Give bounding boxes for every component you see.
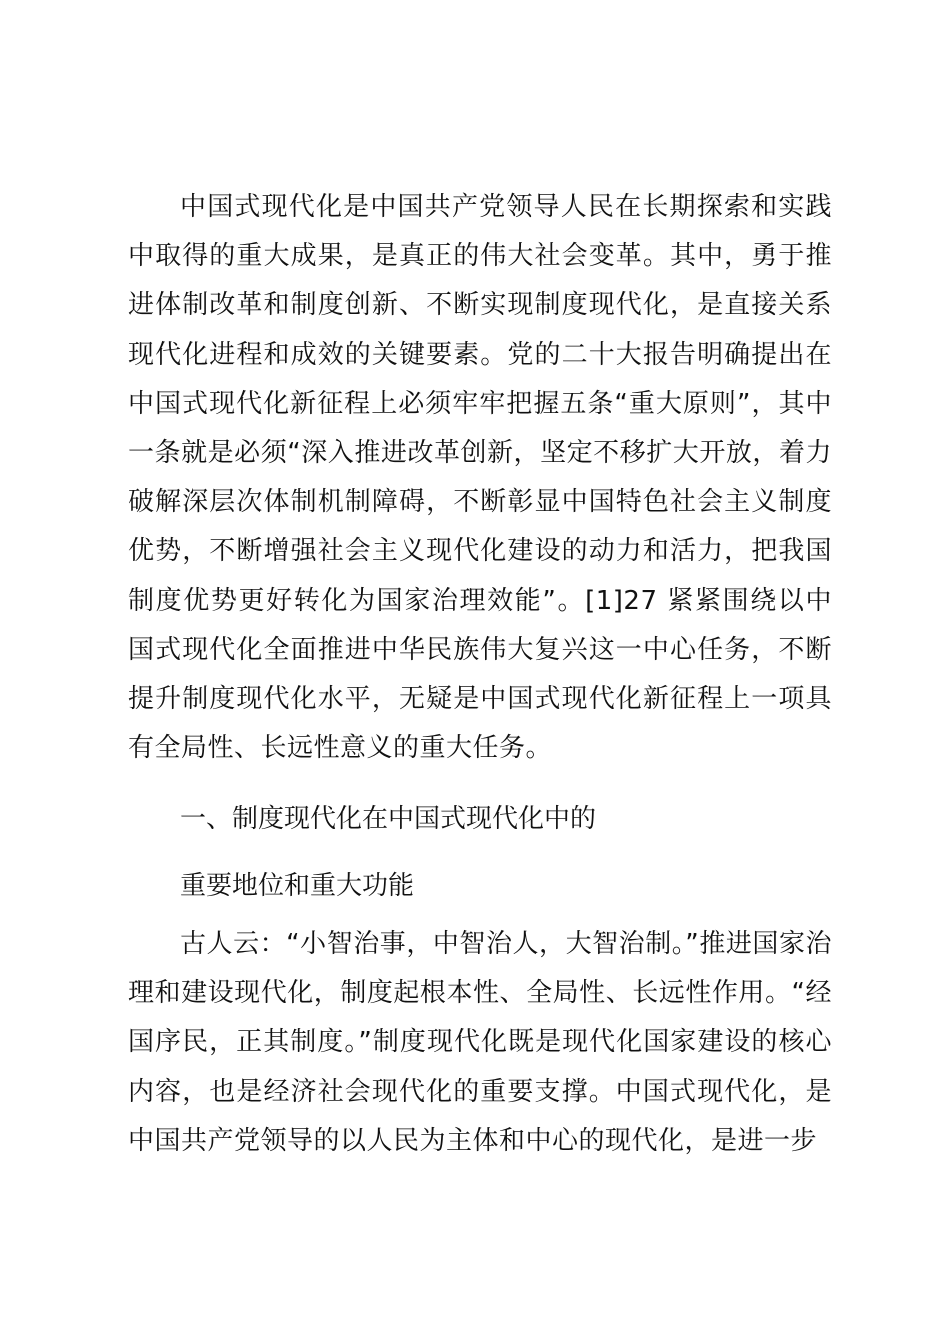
body-paragraph-intro: 中国式现代化是中国共产党领导人民在长期探索和实践中取得的重大成果，是真正的伟大社会变革。其中，勇于推进体制改革和制度创新、不断实现制度现代化，是直接关系现代化进程和成效的关键要素。党的二十大报告明确提出在中国式现代化新征程上必须牢牢把握五条“重大原则”，其中一条就是必须“深入推进改革创新，坚定不移扩大开放，着力破解深层次体制机制障碍，不断彰显中国特色社会主义制度优势，不断增强社会主义现代化建设的动力和活力，把我国制度优势更好转化为国家治理效能”。[1]27 紧紧围绕以中国式现代化全面推进中华民族伟大复兴这一中心任务，不断提升制度现代化水平，无疑是中国式现代化新征程上一项具有全局性、长远性意义的重大任务。 (128, 192, 832, 764)
section-heading-line-1: 一、制度现代化在中国式现代化中的 (180, 804, 597, 834)
section-heading-line-2: 重要地位和重大功能 (180, 871, 415, 901)
body-paragraph-section-1: 古人云：“小智治事，中智治人，大智治制。”推进国家治理和建设现代化，制度起根本性、全局性、长远性作用。“经国序民，正其制度。”制度现代化既是现代化国家建设的核心内容，也是经济社会现代化的重要支撑。中国式现代化，是中国共产党领导的以人民为主体和中心的现代化，是进一步 (128, 929, 832, 1156)
